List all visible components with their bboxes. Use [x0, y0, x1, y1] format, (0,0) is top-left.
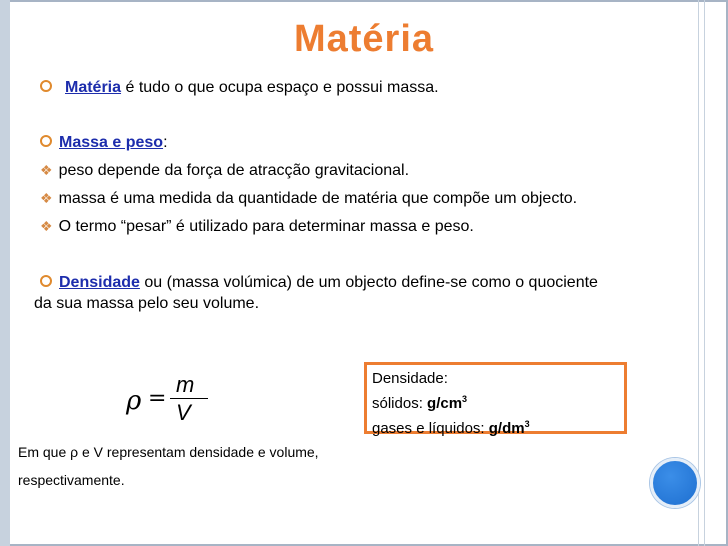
- list-item-text: O termo “pesar” é utilizado para determinar massa e peso.: [58, 218, 474, 235]
- diamond-bullet-icon: ❖: [40, 218, 53, 234]
- solids-unit: g/cm: [427, 395, 463, 412]
- rail-line: [698, 0, 699, 546]
- term-densidade: Densidade: [59, 274, 140, 291]
- footnote-line1: Em que ρ e V representam densidade e volume,: [18, 444, 319, 460]
- intro-text: é tudo o que ocupa espaço e possui massa.: [121, 79, 439, 96]
- hollow-bullet-icon: [40, 135, 52, 147]
- solids-label: sólidos:: [372, 395, 428, 412]
- massa-peso-heading: [40, 133, 168, 153]
- list-item: [40, 188, 577, 209]
- footnote-line2: respectivamente.: [18, 472, 125, 488]
- right-rail: [690, 0, 726, 546]
- term-massa-peso: Massa e peso: [59, 134, 164, 151]
- diamond-bullet-icon: ❖: [40, 162, 53, 178]
- diamond-bullet-icon: ❖: [40, 190, 53, 206]
- density-solids-line: [372, 389, 624, 414]
- list-item: [40, 160, 409, 181]
- blue-circle-decoration: [650, 458, 700, 508]
- formula-rho: ρ: [126, 386, 142, 416]
- density-units-box: [364, 362, 627, 437]
- slide-title: Matéria: [293, 18, 435, 60]
- liquids-unit: g/dm: [488, 420, 525, 437]
- densidade-text-line2: da sua massa pelo seu volume.: [34, 295, 260, 312]
- formula-denominator: V: [176, 400, 191, 425]
- left-stripe: [0, 0, 10, 546]
- intro-bullet: [40, 78, 439, 98]
- list-item: [40, 216, 474, 237]
- list-item-text: peso depende da força de atracção gravitacional.: [58, 162, 410, 179]
- densidade-text-line1: ou (massa volúmica) de um objecto define-se como o quociente: [139, 274, 598, 291]
- fraction-bar: [170, 398, 208, 399]
- term-materia: Matéria: [65, 79, 122, 96]
- formula-numerator: m: [176, 372, 195, 397]
- density-liquids-line: [372, 414, 624, 439]
- densidade-bullet: [40, 273, 598, 293]
- liquids-label: gases e líquidos:: [372, 420, 489, 437]
- hollow-bullet-icon: [40, 80, 52, 92]
- rail-line: [704, 0, 705, 546]
- hollow-bullet-icon: [40, 275, 52, 287]
- solids-exponent: 3: [462, 394, 468, 404]
- massa-peso-suffix: :: [163, 134, 168, 151]
- formula-equals: =: [148, 386, 167, 411]
- list-item-text: massa é uma medida da quantidade de matéria que compõe um objecto.: [58, 190, 578, 207]
- density-box-heading: Densidade:: [372, 370, 448, 387]
- liquids-exponent: 3: [524, 419, 530, 429]
